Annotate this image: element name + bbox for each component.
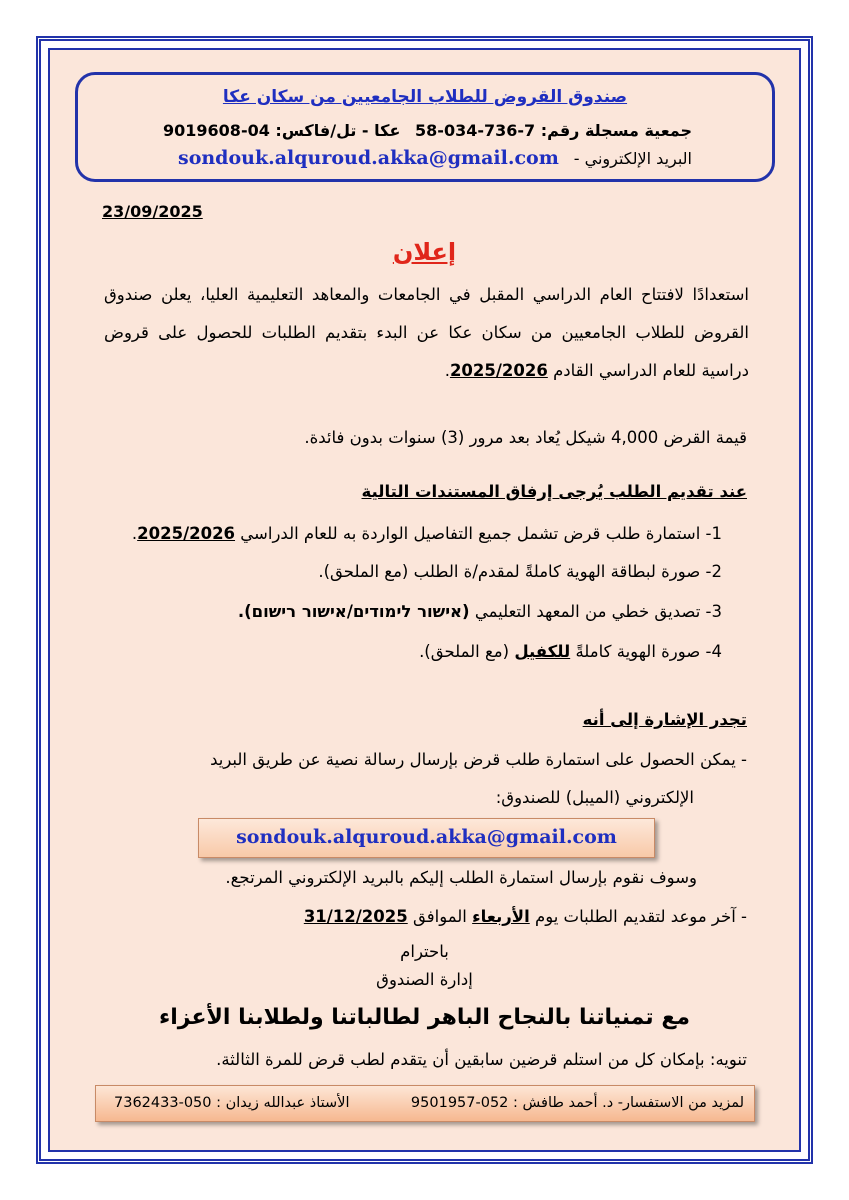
document-item-1-year: 2025/2026 (137, 524, 236, 543)
email-label: البريد الإلكتروني - (573, 149, 692, 168)
documents-heading: عند تقديم الطلب يُرجى إرفاق المستندات التالية (361, 482, 747, 501)
note-1-line-3: وسوف نقوم بإرسال استمارة الطلب إليكم بالبريد الإلكتروني المرتجع. (225, 868, 697, 887)
document-item-2: 2- صورة لبطاقة الهوية كاملةً لمقدم/ة الطلب (مع الملحق). (318, 562, 722, 581)
org-title: صندوق القروض للطلاب الجامعيين من سكان عكا (222, 87, 628, 107)
intro-year: 2025/2026 (449, 361, 548, 380)
document-item-3-text: 3- تصديق خطي من المعهد التعليمي (474, 602, 722, 621)
document-item-3-hebrew: (אישור לימודים/אישור רישום). (237, 602, 470, 621)
intro-text: استعدادًا لافتتاح العام الدراسي المقبل في الجامعات والمعاهد التعليمية العليا، يعلن صندوق القروض للطلاب الجامعيين من سكان عكا عن البدء بتقديم الطلبات للحصول على قروض دراسية للعام الدراسي القادم (104, 285, 749, 380)
wishes-line: مع تمنياتنا بالنجاح الباهر لطالباتنا ولطلابنا الأعزاء (158, 1005, 690, 1030)
header-box (75, 72, 775, 182)
document-item-4-bold: للكفيل (514, 642, 571, 661)
note-2-date: 31/12/2025 (303, 907, 408, 926)
email-highlight-box[interactable]: sondouk.alquroud.akka@gmail.com (198, 818, 655, 858)
closing-management: إدارة الصندوق (376, 970, 473, 989)
document-item-4-pre: 4- صورة الهوية كاملةً (575, 642, 722, 661)
note-2-pre: - آخر موعد لتقديم الطلبات يوم (534, 907, 747, 926)
document-item-1-text: 1- استمارة طلب قرض تشمل جميع التفاصيل الواردة به للعام الدراسي (240, 524, 722, 543)
note-1-line-1: - يمكن الحصول على استمارة طلب قرض بإرسال رسالة نصية عن طريق البريد (210, 750, 747, 769)
contact-left: الأستاذ عبدالله زيدان : 050-7362433 (114, 1095, 350, 1111)
closing-regards: باحترام (400, 942, 449, 961)
contact-box (95, 1085, 755, 1122)
document-item-1: 1- استمارة طلب قرض تشمل جميع التفاصيل الواردة به للعام الدراسي 2025/2026. (131, 524, 722, 543)
document-date: 23/09/2025 (102, 202, 203, 221)
contact-right: لمزيد من الاستفسار- د. أحمد طافش : 052-9501957 (410, 1095, 744, 1111)
note-1-line-2: الإلكتروني (الميبل) للصندوق: (495, 788, 694, 807)
document-item-3 (238, 602, 722, 621)
note-2-day: الأربعاء (472, 907, 530, 926)
notice-line: تنويه: بإمكان كل من استلم قرضين سابقين أن يتقدم لطب قرض للمرة الثالثة. (216, 1050, 747, 1069)
tel-fax: عكا - تل/فاكس: 04-9019608 (163, 121, 401, 140)
document-item-4-post: (مع الملحق). (419, 642, 510, 661)
announcement-title: إعلان (392, 238, 457, 266)
note-2 (304, 907, 747, 926)
header-email[interactable]: sondouk.alquroud.akka@gmail.com (178, 147, 559, 169)
registration-number: جمعية مسجلة رقم: 7-736-034-58 (415, 121, 692, 140)
document-item-4 (419, 642, 722, 661)
loan-value: قيمة القرض 4,000 شيكل يُعاد بعد مرور (3) سنوات بدون فائدة. (304, 428, 747, 447)
notes-heading: تجدر الإشارة إلى أنه (582, 710, 747, 729)
intro-paragraph: استعدادًا لافتتاح العام الدراسي المقبل في الجامعات والمعاهد التعليمية العليا، يعلن صندوق القروض للطلاب الجامعيين من سكان عكا عن البدء بتقديم الطلبات للحصول على قروض دراسية للعام الدراسي القادم 2025/2026. (104, 285, 749, 380)
note-2-mid: الموافق (412, 907, 467, 926)
